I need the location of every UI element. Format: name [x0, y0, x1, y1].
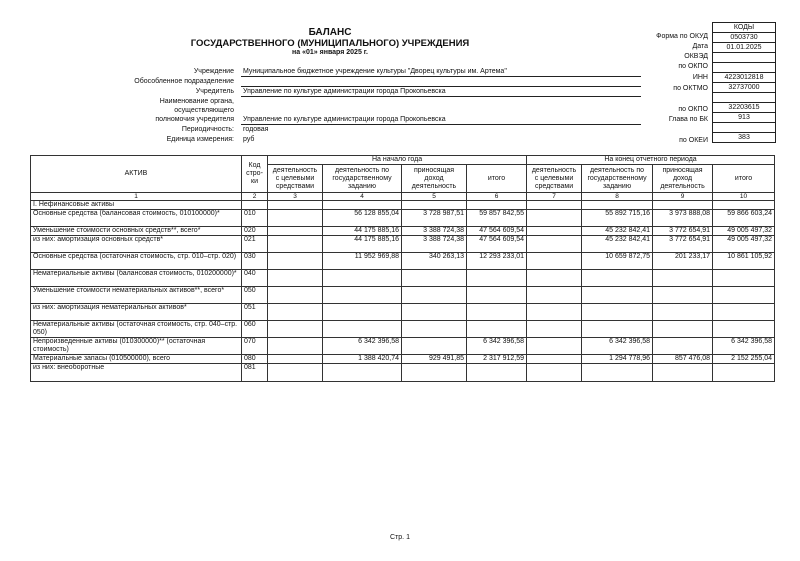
subheader-target-3: средствами	[275, 182, 315, 190]
row-value-col-9: 3 772 654,91	[653, 227, 713, 236]
row-value-col-6: 12 293 233,01	[467, 253, 527, 270]
row-value-col-6: 47 564 609,54	[467, 236, 527, 253]
row-value-col-4	[323, 270, 402, 287]
row-name: из них: амортизация нематериальных активов*	[31, 304, 242, 321]
okei-label: по ОКЕИ	[679, 137, 708, 144]
row-value-col-5	[402, 287, 467, 304]
row-value-col-10	[713, 364, 775, 382]
glava-label: Глава по БК	[668, 116, 708, 123]
row-value-col-3	[268, 304, 323, 321]
founder-value: Управление по культуре администрации города Прокопьевска	[243, 88, 446, 95]
row-value-col-5: 929 491,85	[402, 355, 467, 364]
row-value-col-7	[527, 236, 582, 253]
subheader-total-start: итого	[467, 165, 527, 193]
table-body	[31, 201, 775, 382]
page-number: Стр. 1	[390, 534, 410, 541]
okud-value: 0503730	[713, 33, 776, 43]
row-value-col-7	[527, 287, 582, 304]
row-value-col-10: 10 861 105,92	[713, 253, 775, 270]
row-code: 020	[242, 227, 268, 236]
row-value-col-3	[268, 321, 323, 338]
subheader-income-start	[402, 165, 467, 193]
row-value-col-8	[582, 321, 653, 338]
row-value-col-3	[268, 270, 323, 287]
subheader-target-1: деятельность	[531, 166, 577, 174]
table-row	[31, 321, 775, 338]
row-name: из них: амортизация основных средств*	[31, 236, 242, 253]
col-num-10: 10	[713, 193, 775, 201]
row-value-col-4: 56 128 855,04	[323, 210, 402, 227]
oktmo-label: по ОКТМО	[673, 85, 708, 92]
organ-underline	[241, 124, 641, 125]
row-value-col-5	[402, 270, 467, 287]
founder-underline	[241, 96, 641, 97]
row-value-col-3	[268, 287, 323, 304]
row-name: Нематериальные активы (остаточная стоимость, стр. 040–стр. 050)	[31, 321, 242, 338]
date-value: 01.01.2025	[713, 43, 776, 53]
subheader-gz-start	[323, 165, 402, 193]
row-value-col-6: 2 317 912,59	[467, 355, 527, 364]
subheader-target-2: с целевыми	[534, 174, 574, 182]
subheader-gz-2: государственному	[332, 174, 392, 182]
row-value-col-6	[467, 364, 527, 382]
row-value-col-8: 45 232 842,41	[582, 227, 653, 236]
doc-date-line: на «01» января 2025 г.	[292, 49, 368, 56]
subheader-income-1: приносящая	[662, 166, 703, 174]
codes-blank-2	[713, 123, 776, 133]
subheader-target-2: с целевыми	[275, 174, 315, 182]
col-header-code-3: ки	[251, 178, 258, 185]
row-code: 070	[242, 338, 268, 355]
table-row	[31, 304, 775, 321]
row-value-col-5: 3 388 724,38	[402, 236, 467, 253]
subheader-gz-3: заданию	[347, 182, 377, 190]
row-value-col-7	[527, 355, 582, 364]
row-value-col-10	[713, 304, 775, 321]
row-value-col-10	[713, 201, 775, 210]
doc-subtitle: ГОСУДАРСТВЕННОГО (МУНИЦИПАЛЬНОГО) УЧРЕЖДЕНИЯ	[190, 38, 470, 49]
row-value-col-4: 44 175 885,16	[323, 227, 402, 236]
row-value-col-9: 3 772 654,91	[653, 236, 713, 253]
subdivision-label: Обособленное подразделение	[134, 78, 234, 85]
row-code: 010	[242, 210, 268, 227]
group-header-start: На начало года	[268, 156, 527, 165]
row-value-col-8: 45 232 842,41	[582, 236, 653, 253]
row-code: 051	[242, 304, 268, 321]
table-row	[31, 355, 775, 364]
subheader-income-end	[653, 165, 713, 193]
row-value-col-4: 44 175 885,16	[323, 236, 402, 253]
table-row	[31, 270, 775, 287]
col-num-1: 1	[31, 193, 242, 201]
subheader-gz-end	[582, 165, 653, 193]
row-value-col-8	[582, 270, 653, 287]
row-value-col-5	[402, 201, 467, 210]
subheader-income-3: деятельность	[411, 182, 457, 190]
glava-value: 913	[713, 113, 776, 123]
row-code: 080	[242, 355, 268, 364]
col-num-3: 3	[268, 193, 323, 201]
col-num-6: 6	[467, 193, 527, 201]
row-value-col-10	[713, 287, 775, 304]
row-value-col-5	[402, 338, 467, 355]
table-row	[31, 227, 775, 236]
row-value-col-4	[323, 364, 402, 382]
col-num-5: 5	[402, 193, 467, 201]
row-value-col-9	[653, 201, 713, 210]
row-value-col-4: 6 342 396,58	[323, 338, 402, 355]
okei-value: 383	[713, 133, 776, 143]
subheader-gz-2: государственному	[587, 174, 647, 182]
subdivision-underline	[241, 86, 641, 87]
row-value-col-9: 201 233,17	[653, 253, 713, 270]
row-value-col-7	[527, 270, 582, 287]
row-value-col-10	[713, 270, 775, 287]
oktmo-value: 32737000	[713, 83, 776, 93]
row-name: I. Нефинансовые активы	[31, 201, 242, 210]
row-name: Материальные запасы (010500000), всего	[31, 355, 242, 364]
row-value-col-6: 47 564 609,54	[467, 227, 527, 236]
table-row	[31, 338, 775, 355]
inn-value: 4223012818	[713, 73, 776, 83]
row-value-col-3	[268, 236, 323, 253]
row-value-col-5	[402, 321, 467, 338]
date-label: Дата	[692, 43, 708, 50]
subheader-target-start	[268, 165, 323, 193]
inn-label: ИНН	[692, 74, 708, 81]
col-num-9: 9	[653, 193, 713, 201]
row-value-col-10: 49 005 497,32	[713, 227, 775, 236]
organ-label-1: Наименование органа,	[159, 98, 234, 105]
row-value-col-5: 3 388 724,38	[402, 227, 467, 236]
row-value-col-5	[402, 304, 467, 321]
row-value-col-10: 59 866 603,24	[713, 210, 775, 227]
okpo2-value: 32203615	[713, 103, 776, 113]
col-num-8: 8	[582, 193, 653, 201]
row-name: Уменьшение стоимости основных средств**, всего*	[31, 227, 242, 236]
row-code: 030	[242, 253, 268, 270]
codes-heading: КОДЫ	[713, 23, 776, 33]
row-value-col-8	[582, 287, 653, 304]
row-value-col-9	[653, 321, 713, 338]
row-value-col-3	[268, 227, 323, 236]
subheader-income-3: деятельность	[660, 182, 705, 190]
row-value-col-10: 6 342 396,58	[713, 338, 775, 355]
row-value-col-4	[323, 321, 402, 338]
row-code: 040	[242, 270, 268, 287]
col-header-code-2: стро-	[246, 170, 263, 177]
row-value-col-9	[653, 338, 713, 355]
col-header-aktiv: АКТИВ	[31, 156, 242, 193]
doc-title: БАЛАНС	[308, 27, 352, 38]
okpo-value	[713, 63, 776, 73]
row-value-col-3	[268, 364, 323, 382]
table-row	[31, 210, 775, 227]
subheader-gz-1: деятельность по	[334, 166, 390, 174]
row-value-col-7	[527, 364, 582, 382]
okved-label: ОКВЭД	[684, 53, 708, 60]
row-value-col-10: 49 005 497,32	[713, 236, 775, 253]
subheader-gz-3: заданию	[602, 182, 632, 190]
row-name: Непроизведенные активы (010300000)** (остаточная стоимость)	[31, 338, 242, 355]
table-row	[31, 287, 775, 304]
row-value-col-5: 340 263,13	[402, 253, 467, 270]
row-value-col-8	[582, 364, 653, 382]
row-name: из них: внеоборотные	[31, 364, 242, 382]
founder-label: Учредитель	[195, 88, 234, 95]
row-value-col-3	[268, 338, 323, 355]
institution-underline	[241, 76, 641, 77]
row-value-col-8: 55 892 715,16	[582, 210, 653, 227]
table-row	[31, 201, 775, 210]
row-value-col-7	[527, 201, 582, 210]
subheader-income-2: доход	[672, 174, 693, 182]
row-value-col-10: 2 152 255,04	[713, 355, 775, 364]
institution-value: Муниципальное бюджетное учреждение культуры "Дворец культуры им. Артема"	[243, 68, 507, 75]
row-value-col-9	[653, 287, 713, 304]
col-header-code	[242, 156, 268, 193]
subheader-income-2: доход	[424, 174, 444, 182]
periodicity-value: годовая	[243, 126, 269, 133]
row-value-col-7	[527, 321, 582, 338]
codes-box	[712, 22, 776, 143]
okpo-label: по ОКПО	[678, 63, 708, 70]
table-row	[31, 364, 775, 382]
row-value-col-4	[323, 201, 402, 210]
row-value-col-3	[268, 355, 323, 364]
table-row	[31, 253, 775, 270]
subheader-gz-1: деятельность по	[590, 166, 645, 174]
row-value-col-6	[467, 201, 527, 210]
row-value-col-4	[323, 304, 402, 321]
row-value-col-5: 3 728 987,51	[402, 210, 467, 227]
row-code: 050	[242, 287, 268, 304]
row-value-col-7	[527, 304, 582, 321]
row-value-col-3	[268, 253, 323, 270]
row-value-col-7	[527, 253, 582, 270]
row-value-col-6	[467, 270, 527, 287]
okpo2-label: по ОКПО	[678, 106, 708, 113]
organ-value: Управление по культуре администрации города Прокопьевска	[243, 116, 446, 123]
row-value-col-10	[713, 321, 775, 338]
row-value-col-6	[467, 287, 527, 304]
row-value-col-9: 857 476,08	[653, 355, 713, 364]
row-value-col-4	[323, 287, 402, 304]
group-header-end: На конец отчетного периода	[527, 156, 775, 165]
col-num-4: 4	[323, 193, 402, 201]
row-value-col-3	[268, 210, 323, 227]
row-value-col-7	[527, 210, 582, 227]
row-value-col-9	[653, 304, 713, 321]
row-value-col-6: 6 342 396,58	[467, 338, 527, 355]
row-value-col-4: 11 952 969,88	[323, 253, 402, 270]
row-value-col-9: 3 973 888,08	[653, 210, 713, 227]
col-header-code-1: Код	[248, 162, 261, 169]
row-name: Уменьшение стоимости нематериальных активов**, всего*	[31, 287, 242, 304]
subheader-total-end: итого	[713, 165, 775, 193]
table-row	[31, 236, 775, 253]
subheader-target-3: средствами	[534, 182, 574, 190]
col-num-7: 7	[527, 193, 582, 201]
codes-blank-1	[713, 93, 776, 103]
row-value-col-6: 59 857 842,55	[467, 210, 527, 227]
row-name: Основные средства (балансовая стоимость, 010100000)*	[31, 210, 242, 227]
row-value-col-8	[582, 201, 653, 210]
row-code: 021	[242, 236, 268, 253]
row-value-col-3	[268, 201, 323, 210]
organ-label-3: полномочия учредителя	[155, 116, 234, 123]
subheader-income-1: приносящая	[413, 166, 455, 174]
row-value-col-6	[467, 321, 527, 338]
row-value-col-9	[653, 270, 713, 287]
row-value-col-5	[402, 364, 467, 382]
row-name: Основные средства (остаточная стоимость, стр. 010–стр. 020)	[31, 253, 242, 270]
periodicity-label: Периодичность:	[181, 126, 234, 133]
row-code: 081	[242, 364, 268, 382]
subheader-target-end	[527, 165, 582, 193]
row-code: 060	[242, 321, 268, 338]
row-value-col-7	[527, 338, 582, 355]
balance-table	[30, 155, 775, 382]
row-value-col-8: 10 659 872,75	[582, 253, 653, 270]
okved-value	[713, 53, 776, 63]
row-code	[242, 201, 268, 210]
row-value-col-4: 1 388 420,74	[323, 355, 402, 364]
row-value-col-8: 1 294 778,96	[582, 355, 653, 364]
row-name: Нематериальные активы (балансовая стоимость, 010200000)*	[31, 270, 242, 287]
unit-value: руб	[243, 136, 255, 143]
row-value-col-6	[467, 304, 527, 321]
col-num-2: 2	[242, 193, 268, 201]
row-value-col-8: 6 342 396,58	[582, 338, 653, 355]
okud-label: Форма по ОКУД	[656, 33, 708, 40]
subheader-target-1: деятельность	[272, 166, 318, 174]
row-value-col-9	[653, 364, 713, 382]
row-value-col-7	[527, 227, 582, 236]
organ-label-2: осуществляющего	[174, 107, 234, 114]
institution-label: Учреждение	[193, 68, 234, 75]
unit-label: Единица измерения:	[166, 136, 234, 143]
row-value-col-8	[582, 304, 653, 321]
